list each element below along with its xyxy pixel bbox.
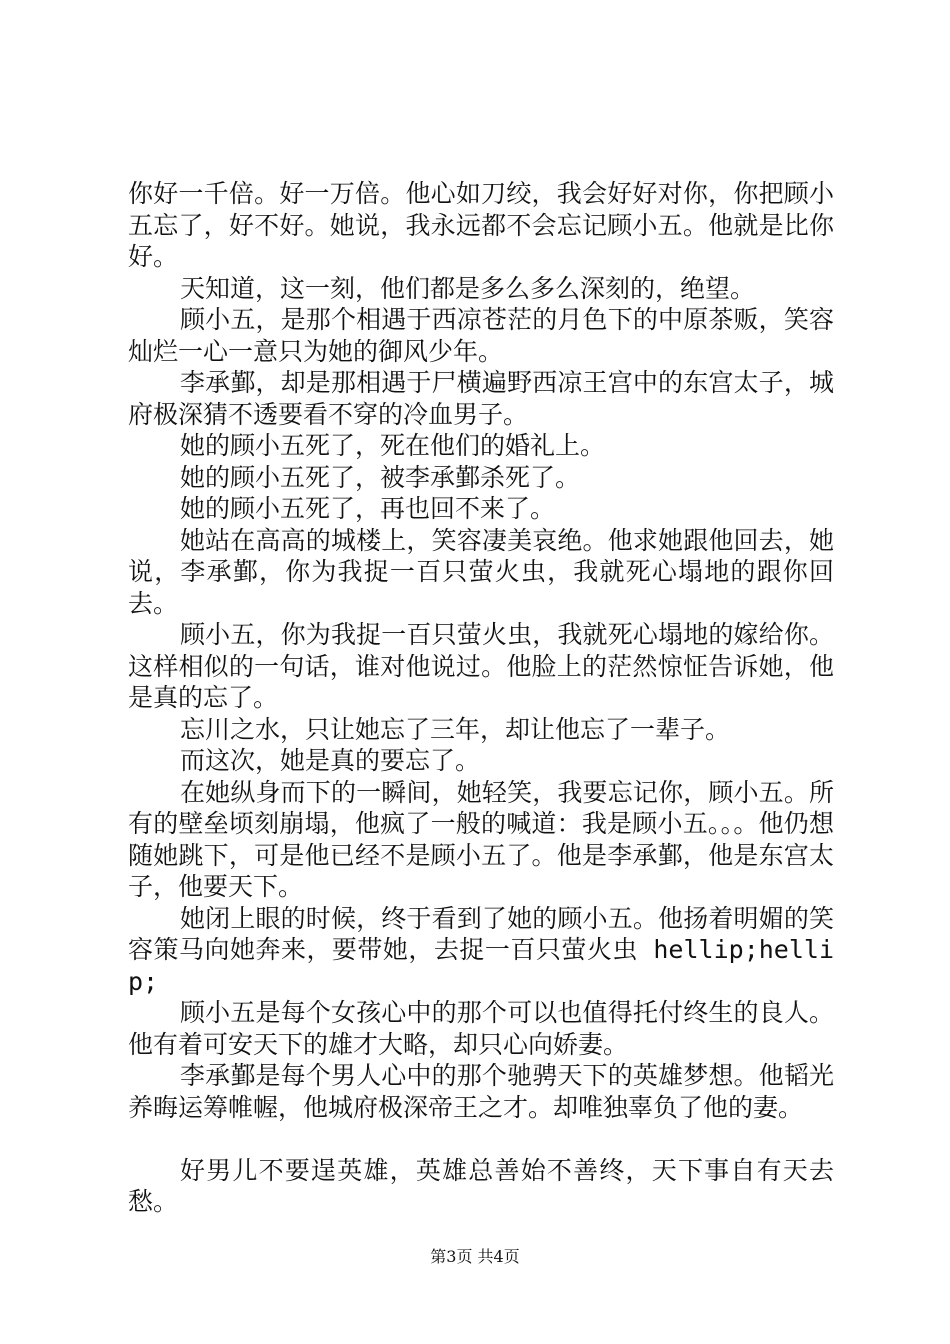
- paragraph: 李承鄞，却是那相遇于尸横遍野西凉王宫中的东宫太子，城府极深猜不透要看不穿的冷血男子。: [128, 368, 834, 429]
- paragraph: 天知道，这一刻，他们都是多么多么深刻的，绝望。: [180, 273, 756, 303]
- document-body: [128, 178, 834, 1218]
- page-number-footer: 第3页 共4页: [430, 1247, 520, 1266]
- paragraph: 忘川之水，只让她忘了三年，却让他忘了一辈子。: [180, 714, 731, 744]
- paragraph: 她闭上眼的时候，终于看到了她的顾小五。他扬着明媚的笑容策马向她奔来，要带她，去捉一百只萤火虫 hellip;hellip;: [128, 903, 834, 996]
- paragraph: 好男儿不要逞英雄，英雄总善始不善终，天下事自有天去愁。: [128, 1155, 834, 1216]
- paragraph: 她的顾小五死了，再也回不来了。: [180, 494, 556, 523]
- paragraph: 顾小五，你为我捉一百只萤火虫，我就死心塌地的嫁给你。这样相似的一句话，谁对他说过。他脸上的茫然惊怔告诉她，他是真的忘了。: [128, 620, 834, 712]
- blank-line: [128, 1123, 834, 1155]
- paragraph: 她站在高高的城楼上，笑容凄美哀绝。他求她跟他回去，她说，李承鄞，你为我捉一百只萤火虫，我就死心塌地的跟你回去。: [128, 525, 834, 618]
- paragraph: 在她纵身而下的一瞬间，她轻笑，我要忘记你，顾小五。所有的壁垒顷刻崩塌，他疯了一般的喊道：我是顾小五。。。他仍想随她跳下，可是他已经不是顾小五了。他是李承鄞，他是东宫太子，他要天下。: [128, 777, 834, 901]
- paragraph: 而这次，她是真的要忘了。: [180, 746, 481, 775]
- paragraph: 顾小五是每个女孩心中的那个可以也值得托付终生的良人。他有着可安天下的雄才大略，却只心向娇妻。: [128, 998, 834, 1059]
- paragraph: 她的顾小五死了，死在他们的婚礼上。: [180, 431, 606, 460]
- paragraph: 你好一千倍。好一万倍。他心如刀绞，我会好好对你，你把顾小五忘了，好不好。她说，我永远都不会忘记顾小五。他就是比你好。: [128, 179, 834, 271]
- paragraph: 李承鄞是每个男人心中的那个驰骋天下的英雄梦想。他韬光养晦运筹帷幄，他城府极深帝王之才。却唯独辜负了他的妻。: [128, 1061, 834, 1122]
- paragraph: 顾小五，是那个相遇于西凉苍茫的月色下的中原茶贩，笑容灿烂一心一意只为她的御风少年。: [128, 305, 834, 366]
- paragraph: 她的顾小五死了，被李承鄞杀死了。: [180, 462, 581, 492]
